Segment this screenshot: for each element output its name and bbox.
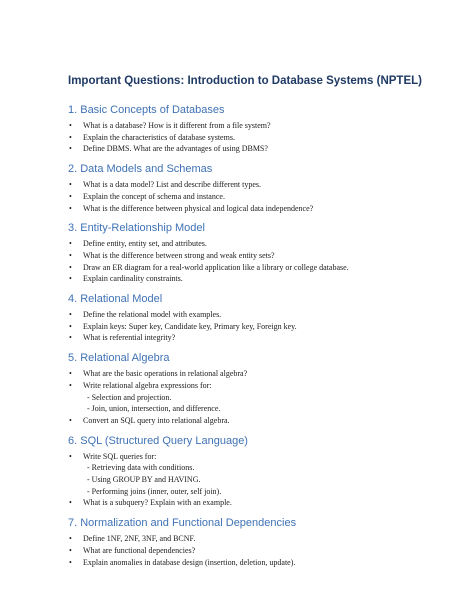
list-item: • Explain cardinality constraints.	[68, 273, 428, 285]
list-item: • Explain the characteristics of database systems.	[68, 132, 428, 144]
section	[68, 515, 428, 568]
list-item: • Explain anomalies in database design (insertion, deletion, update).	[68, 557, 428, 569]
section-heading: 4. Relational Model	[68, 293, 163, 306]
list-item: • Explain the concept of schema and instance.	[68, 191, 428, 203]
list-item: • Write relational algebra expressions for:	[68, 380, 428, 392]
question-list	[68, 179, 428, 214]
question-list	[68, 533, 428, 568]
list-item: • What is the difference between strong and weak entity sets?	[68, 250, 428, 262]
section-heading: 5. Relational Algebra	[68, 352, 170, 365]
list-item: • Explain keys: Super key, Candidate key, Primary key, Foreign key.	[68, 321, 428, 333]
document-content	[68, 73, 428, 574]
question-list	[68, 309, 428, 344]
sub-item: - Join, union, intersection, and difference.	[87, 404, 221, 414]
section	[68, 350, 428, 427]
list-item: • Write SQL queries for:	[68, 451, 428, 463]
list-item: • What are functional dependencies?	[68, 545, 428, 557]
list-item: • What is a data model? List and describe different types.	[68, 179, 428, 191]
list-item: • What is a database? How is it different from a file system?	[68, 120, 428, 132]
section-heading: 6. SQL (Structured Query Language)	[68, 434, 248, 447]
section-heading: 3. Entity-Relationship Model	[68, 222, 205, 235]
section-heading: 2. Data Models and Schemas	[68, 163, 213, 176]
sections-container	[68, 102, 428, 568]
list-item: • Define the relational model with examples.	[68, 309, 428, 321]
question-list	[68, 238, 428, 285]
list-item: • Define 1NF, 2NF, 3NF, and BCNF.	[68, 533, 428, 545]
sub-item: - Using GROUP BY and HAVING.	[87, 475, 201, 485]
sub-item: - Performing joins (inner, outer, self join).	[87, 486, 222, 496]
section	[68, 102, 428, 155]
section-heading: 1. Basic Concepts of Databases	[68, 104, 225, 116]
question-list	[68, 451, 428, 510]
list-item: • What is referential integrity?	[68, 332, 428, 344]
list-item: • Draw an ER diagram for a real-world application like a library or college database.	[68, 262, 428, 274]
section	[68, 220, 428, 285]
list-item: • What is the difference between physical and logical data independence?	[68, 203, 428, 215]
list-item: • Define DBMS. What are the advantages of using DBMS?	[68, 143, 428, 155]
question-list	[68, 368, 428, 427]
sub-item: - Selection and projection.	[87, 392, 172, 402]
question-list	[68, 120, 428, 155]
section	[68, 291, 428, 344]
document-title: Important Questions: Introduction to Database Systems (NPTEL)	[68, 75, 422, 87]
sub-item: - Retrieving data with conditions.	[87, 463, 195, 473]
list-item: • Define entity, entity set, and attributes.	[68, 238, 428, 250]
list-item: • Convert an SQL query into relational algebra.	[68, 415, 428, 427]
section	[68, 433, 428, 510]
section	[68, 161, 428, 214]
section-heading: 7. Normalization and Functional Dependencies	[68, 517, 297, 530]
list-item: • What are the basic operations in relational algebra?	[68, 368, 428, 380]
list-item: • What is a subquery? Explain with an example.	[68, 497, 428, 509]
